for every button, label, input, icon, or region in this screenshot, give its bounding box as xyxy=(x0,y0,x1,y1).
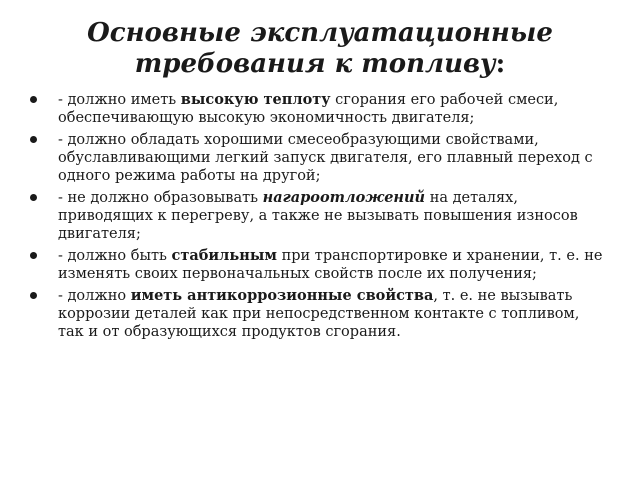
item-text-before: - должно иметь xyxy=(58,92,181,108)
item-text-bold: стабильным xyxy=(171,247,277,264)
title-colon: : xyxy=(495,49,506,79)
item-text-bold: иметь антикоррозионные свойства xyxy=(130,287,434,304)
item-text-after: сгорания его рабочей смеси, обеспечивающую высокую экономичность двигателя; xyxy=(58,92,559,126)
list-item xyxy=(30,287,605,341)
list-item xyxy=(30,91,605,127)
slide-title xyxy=(20,18,620,80)
requirements-list xyxy=(30,91,605,345)
title-line-2: требования к топливу xyxy=(134,49,496,79)
bullet-icon xyxy=(30,96,37,103)
item-text-bold: высокую теплоту xyxy=(180,91,331,108)
item-text-after: , т. е. не вызывать коррозии деталей как при непосредственном контакте с топливом, так и от образующихся продуктов сгорания. xyxy=(58,288,580,340)
bullet-icon xyxy=(30,194,37,201)
item-text-before: - не должно образовывать xyxy=(58,190,263,206)
item-text-bold: нагароотложений xyxy=(262,189,426,206)
title-line-1: Основные эксплуатационные xyxy=(87,18,553,48)
list-item xyxy=(30,247,605,283)
item-text-before: - должно xyxy=(58,288,131,304)
item-text-before: - должно быть xyxy=(58,248,172,264)
list-item xyxy=(30,131,605,185)
bullet-icon xyxy=(30,292,37,299)
item-text-after: на деталях, приводящих к перегреву, а также не вызывать повышения износов двигателя; xyxy=(58,190,578,242)
item-text-after: при транспортировке и хранении, т. е. не изменять своих первоначальных свойств после их получения; xyxy=(58,248,603,282)
list-item xyxy=(30,189,605,243)
bullet-icon xyxy=(30,252,37,259)
item-text: - должно обладать хорошими смесеобразующими свойствами, обуславливающими легкий запуск двигателя, его плавный переход с одного режима работы на другой; xyxy=(58,132,593,184)
bullet-icon xyxy=(30,136,37,143)
